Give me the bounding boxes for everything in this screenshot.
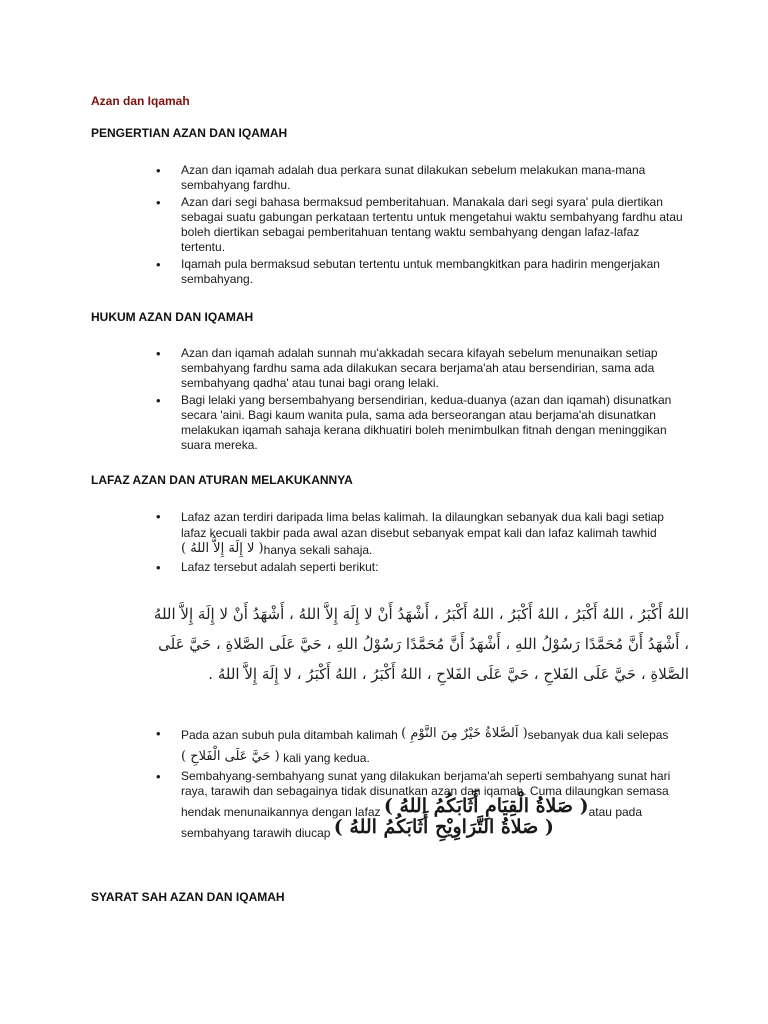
azan-arabic-text: اللهُ أَكْبَرُ ، اللهُ أَكْبَرُ ، اللهُ أَكْبَرُ ، اللهُ أَكْبَرُ ، أَشْهَدُ أَنْ لا إِلَهَ إِلاَّ اللهُ ، أَشْهَدُ أَنْ لا إِلَهَ إِلاَّ اللهُ ، أَشْهَدُ أَنَّ مُحَمَّدًا رَسُوْلُ اللهِ ، أَشْهَدُ أَنَّ مُحَمَّدًا رَسُوْلُ اللهِ ، حَيَّ عَلَى الصَّلاةِ ، حَيَّ عَلَى الصَّلاةِ ، حَيَّ عَلَى الفَلاحِ ، حَيَّ عَلَى الفَلاحِ ، اللهُ أَكْبَرُ ، اللهُ أَكْبَرُ ، لا إِلَهَ إِلاَّ اللهُ . xyxy=(153,605,689,683)
list-item xyxy=(156,769,686,841)
bullet-text: hanya sekali sahaja. xyxy=(263,543,373,557)
bullet-text: sebanyak dua kali selepas xyxy=(527,728,669,742)
heading-hukum: HUKUM AZAN DAN IQAMAH xyxy=(91,310,254,324)
bullet-text: Sembahyang-sembahyang sunat yang dilakukan berjama'ah seperti sembahyang sunat hari raya, tarawih dan sebagainya tidak disunatkan azan dan iqamah. Cuma dilaungkan semasa hendak menunaikannya dengan lafaz xyxy=(181,769,671,819)
bullet-text: Iqamah pula bermaksud sebutan tertentu untuk membangkitkan para hadirin mengerjakan sembahyang. xyxy=(181,257,660,286)
list-pengertian xyxy=(156,163,686,289)
arabic-subuh: ( اَلصَّلاةُ خَيْرٌ مِنَ النَّوْمِ ) xyxy=(401,726,528,741)
bullet-text: Bagi lelaki yang bersembahyang bersendirian, kedua-duanya (azan dan iqamah) disunatkan secara 'aini. Bagi kaum wanita pula, sama ada berseorangan atau berjama'ah disunatkan melakukan iqamah sahaja kerana dikhuatiri boleh menimbulkan fitnah dengan meninggikan suara mereka. xyxy=(181,393,672,452)
bullet-text: atau pada sembahyang tarawih diucap xyxy=(181,805,643,840)
document-title: Azan dan Iqamah xyxy=(91,94,190,108)
bullet-text: Lafaz azan terdiri daripada lima belas kalimah. Ia dilaungkan sebanyak dua kali bagi setiap lafaz kecuali takbir pada awal azan disebut sebanyak empat kali dan lafaz kalimah tawhid xyxy=(181,510,664,540)
list-item xyxy=(156,509,686,558)
bullet-text: Azan dan iqamah adalah dua perkara sunat dilakukan sebelum melakukan mana-mana sembahyang fardhu. xyxy=(181,163,646,192)
list-item xyxy=(156,195,686,255)
list-item xyxy=(156,163,686,193)
heading-pengertian: PENGERTIAN AZAN DAN IQAMAH xyxy=(91,126,288,140)
bullet-text: Pada azan subuh pula ditambah kalimah xyxy=(181,728,398,742)
heading-syarat: SYARAT SAH AZAN DAN IQAMAH xyxy=(91,890,285,904)
arabic-tarawih: ( صَلاةُ التَّرَاوِيْحِ أَثَابَكُمُ اللهُ ) xyxy=(333,816,554,838)
bullet-text: Lafaz tersebut adalah seperti berikut: xyxy=(181,560,379,574)
list-lafaz-cont xyxy=(156,723,686,843)
arabic-qiyam: ( صَلاةُ الْقِيَامِ أَثَابَكُمُ اللهُ ) xyxy=(383,795,589,817)
list-item xyxy=(156,346,686,391)
list-hukum xyxy=(156,346,686,455)
list-item xyxy=(156,723,686,769)
list-item xyxy=(156,393,686,453)
heading-lafaz: LAFAZ AZAN DAN ATURAN MELAKUKANNYA xyxy=(91,473,353,487)
arabic-tawhid: ( لا إِلَهَ إِلاَّ اللهُ ) xyxy=(181,541,264,556)
bullet-text: Azan dan iqamah adalah sunnah mu'akkadah secara kifayah sebelum menunaikan setiap sembahyang fardhu sama ada dilakukan secara berjama'ah atau bersendirian, sama ada sembahyang qadha' atau tunai bagi orang lelaki. xyxy=(181,346,658,390)
list-item xyxy=(156,560,686,575)
bullet-text: kali yang kedua. xyxy=(283,751,370,765)
list-item xyxy=(156,257,686,287)
list-lafaz xyxy=(156,509,686,577)
bullet-text: Azan dari segi bahasa bermaksud pemberitahuan. Manakala dari segi syara' pula diertikan sebagai suatu gabungan perkataan tertentu untuk mengetahui waktu sembahyang fardhu atau boleh diertikan sebagai pemberitahuan tentang waktu sembahyang dengan lafaz-lafaz tertentu. xyxy=(181,195,683,254)
arabic-hayya: ( حَيَّ عَلَى الْفَلاحِ ) xyxy=(181,749,280,764)
